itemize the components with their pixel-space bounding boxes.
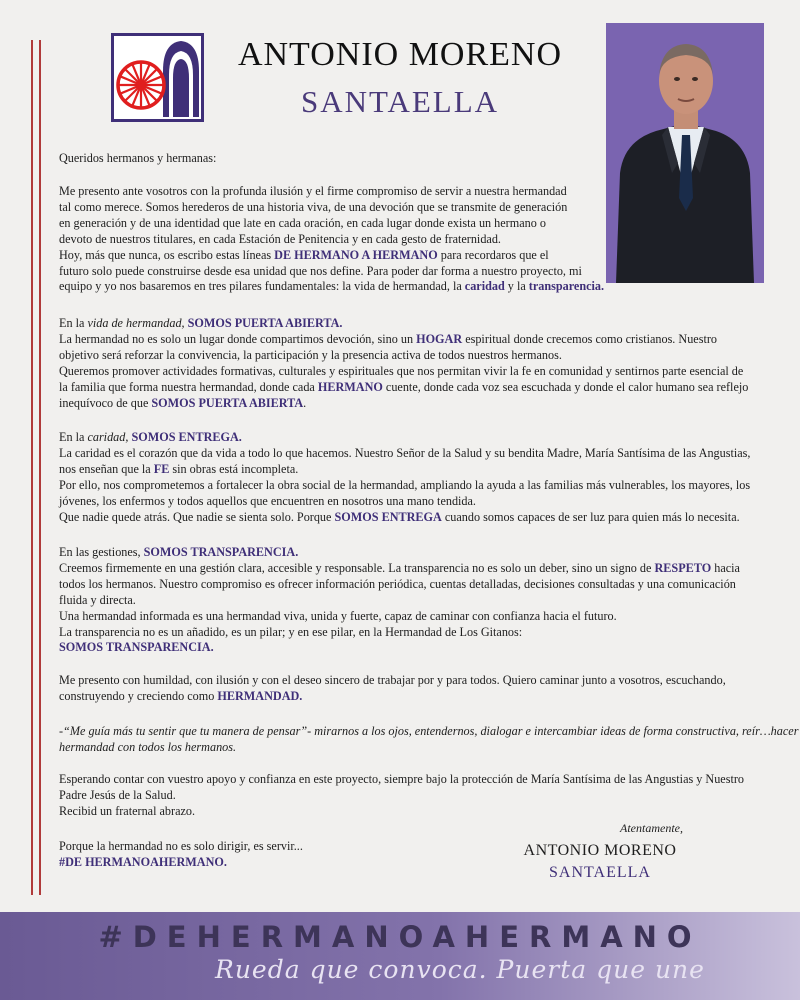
text-segment: caridad, [87, 430, 129, 444]
text-segment: En la [59, 316, 88, 330]
paragraph-vida [59, 316, 748, 411]
text-segment: En la [59, 430, 88, 444]
text-line [59, 279, 604, 295]
text-line [59, 396, 748, 412]
text-segment: La caridad es el corazón que da vida a todo lo que hacemos. Nuestro Señor de la Salud y su bendita Madre, María Santísima de las Angustias, [59, 445, 751, 460]
text-segment: Que nadie quede atrás. Que nadie se sienta solo. Porque [59, 509, 335, 524]
text-segment: Hoy, más que nunca, os escribo estas líneas [59, 247, 275, 262]
text-line [59, 640, 740, 656]
signature-name-line1: ANTONIO MORENO [523, 842, 677, 859]
text-line [59, 625, 740, 641]
text-line [59, 740, 798, 756]
greeting: Queridos hermanos y hermanas: [59, 151, 217, 165]
signature-closing: Atentamente, [620, 821, 683, 835]
highlight-text: HOGAR [416, 331, 463, 346]
paragraph-gestiones [59, 545, 740, 656]
paragraph-caridad [59, 430, 750, 525]
text-segment: hacia [711, 560, 740, 575]
text-segment: En las gestiones, [59, 545, 144, 559]
text-segment: Queremos promover actividades formativas, culturales y espirituales que nos permitan vivir la fe en comunidad y sentirnos parte esencial de [59, 363, 744, 378]
text-line [59, 478, 750, 494]
highlight-text: transparencia. [528, 279, 605, 294]
highlight-text: SOMOS ENTREGA. [131, 430, 242, 444]
text-segment: Una hermandad informada es una hermandad viva, unida y fuerte, capaz de caminar con confianza hacia el futuro. [59, 608, 617, 623]
text-segment: Creemos firmemente en una gestión clara, accesible y responsable. La transparencia no es solo un deber, sino un signo de [59, 560, 655, 575]
text-segment: Recibid un fraternal abrazo. [59, 803, 196, 818]
candidate-portrait [606, 23, 764, 283]
text-segment: espiritual donde crecemos como cristianos. Nuestro [462, 331, 717, 346]
text-segment: en generación y de una identidad que late en cada oración, en cada lugar donde exista un hermano o [59, 215, 546, 230]
text-line [59, 494, 750, 510]
highlight-text: FE [153, 461, 170, 476]
highlight-text: SOMOS ENTREGA [334, 509, 442, 524]
text-segment: cuando somos capaces de ser luz para quien más lo necesita. [441, 509, 740, 524]
text-line [59, 561, 740, 577]
highlight-text: DE HERMANO A HERMANO [274, 247, 438, 262]
text-line [59, 364, 748, 380]
brotherhood-logo [111, 33, 204, 122]
highlight-text: SOMOS PUERTA ABIERTA [151, 395, 304, 410]
text-segment: fluida y directa. [59, 592, 136, 607]
text-segment: inequívoco de que [59, 395, 152, 410]
text-segment: -“Me guía más tu sentir que tu manera de pensar”- mirarnos a los ojos, entendernos, dialogar e intercambiar ideas de forma constructiva, reír…hacer [59, 724, 799, 738]
text-segment: La hermandad no es solo un lugar donde compartimos devoción, sino un [59, 331, 417, 346]
text-line [59, 184, 604, 200]
text-line [59, 200, 604, 216]
text-segment: La transparencia no es un añadido, es un pilar; y en ese pilar, en la Hermandad de Los Gitanos: [59, 624, 523, 639]
text-line [59, 804, 744, 820]
text-line [59, 380, 748, 396]
text-segment: tal como merece. Somos herederos de una historia viva, de una devoción que se transmite de generación [59, 199, 568, 214]
signature-name-line2: SANTAELLA [549, 864, 651, 881]
text-line [59, 545, 740, 561]
text-segment: objetivo será reforzar la convivencia, la participación y la presencia activa de todos nuestros hermanos. [59, 347, 562, 362]
highlight-text: SOMOS TRANSPARENCIA. [143, 545, 299, 559]
highlight-text: SOMOS PUERTA ABIERTA. [187, 316, 343, 330]
footer-hashtag: #DEHERMANOAHERMANO [98, 920, 702, 954]
text-segment: construyendo y creciendo como [59, 688, 218, 703]
paragraph-intro [59, 184, 604, 295]
text-line [59, 724, 798, 740]
highlight-text: RESPETO [654, 560, 712, 575]
text-segment: Esperando contar con vuestro apoyo y confianza en este proyecto, siempre bajo la protección de María Santísima de las Angustias y Nuestro [59, 772, 744, 786]
text-segment: vida de hermandad, [87, 316, 185, 330]
text-line [59, 348, 748, 364]
text-segment: sin obras está incompleta. [169, 461, 299, 476]
text-line [59, 609, 740, 625]
highlight-text: HERMANDAD. [217, 688, 303, 703]
text-line [59, 788, 744, 804]
text-segment: la familia que forma nuestra hermandad, donde cada [59, 379, 318, 394]
text-segment: Porque la hermandad no es solo dirigir, es servir... [59, 839, 303, 853]
margin-rule-left [31, 40, 33, 895]
text-segment: jóvenes, los enfermos y todos aquellos que encuentren en nosotros una mano tendida. [59, 493, 476, 508]
text-line [59, 216, 604, 232]
text-segment: equipo y yo nos basaremos en tres pilares fundamentales: la vida de hermandad, la [59, 279, 465, 294]
highlight-text: caridad [464, 279, 505, 294]
text-line [59, 855, 303, 871]
text-line [59, 593, 740, 609]
text-line [59, 689, 726, 705]
text-segment: nos enseñan que la [59, 461, 154, 476]
text-line [59, 839, 303, 855]
text-line [59, 316, 748, 332]
text-line [59, 577, 740, 593]
margin-rule-right [39, 40, 41, 895]
text-line [59, 510, 750, 526]
text-line [59, 673, 726, 689]
text-line [59, 332, 748, 348]
text-segment: Padre Jesús de la Salud. [59, 787, 176, 802]
paragraph-farewell [59, 772, 744, 820]
highlight-text: SOMOS TRANSPARENCIA. [59, 640, 214, 655]
text-segment: Por ello, nos comprometemos a fortalecer la obra social de la hermandad, ampliando la ayuda a las familias más vulnerables, los mayores, los [59, 477, 751, 492]
portrait-illustration [606, 23, 764, 283]
text-line [59, 430, 750, 446]
highlight-text: HERMANO [317, 379, 383, 394]
text-segment: Me presento ante vosotros con la profunda ilusión y el firme compromiso de servir a nuestra hermandad [59, 184, 567, 198]
text-segment: Me presento con humildad, con ilusión y con el deseo sincero de trabajar por y para todos. Quiero caminar junto a vosotros, escuchando, [59, 673, 726, 687]
footer-motto: Rueda que convoca. Puerta que une [215, 955, 705, 984]
text-line [59, 462, 750, 478]
text-line [59, 248, 604, 264]
text-line [59, 446, 750, 462]
paragraph-quote [59, 724, 798, 756]
text-line [59, 232, 604, 248]
header-name-line2: SANTAELLA [300, 84, 500, 119]
paragraph-ps [59, 839, 303, 871]
text-segment: todos los hermanos. Nuestro compromiso es ofrecer información periódica, cuentas detalladas, decisiones consultadas y una comunicación [59, 576, 736, 591]
text-segment: . [303, 395, 307, 410]
text-line [59, 264, 604, 280]
text-line [59, 772, 744, 788]
paragraph-closing [59, 673, 726, 705]
text-segment: hermandad con todos los hermanos. [59, 739, 237, 754]
header-name-line1: ANTONIO MORENO [237, 36, 563, 73]
text-segment: para recordaros que el [437, 247, 549, 262]
text-segment: cuente, donde cada voz sea escuchada y donde el calor humano sea reflejo [382, 379, 749, 394]
highlight-text: #DE HERMANOAHERMANO. [59, 854, 227, 869]
text-segment: y la [504, 279, 529, 294]
text-segment: devoto de nuestros titulares, en cada Estación de Penitencia y en cada gesto de fraternidad. [59, 231, 501, 246]
text-segment: futuro solo puede construirse desde esa unidad que nos define. Para poder dar forma a nuestro proyecto, mi [59, 263, 582, 278]
